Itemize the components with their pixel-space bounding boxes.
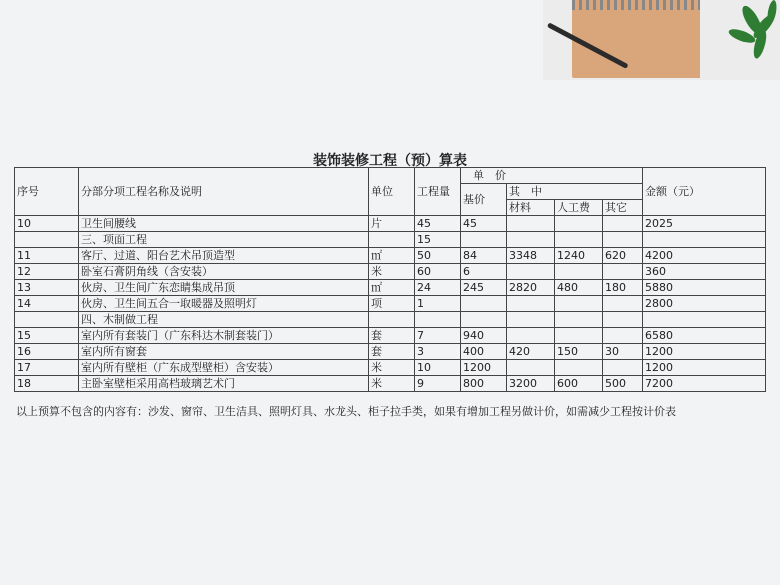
cell-qty [415, 312, 461, 328]
cell-amount: 2800 [643, 296, 766, 312]
cell-name: 四、木制做工程 [79, 312, 369, 328]
footnote: 以上预算不包含的内容有：沙发、窗帘、卫生洁具、照明灯具、水龙头、柜子拉手类，如果有增加工程另做计价，如需减少工程按计价表 [16, 405, 676, 418]
cell-other: 30 [603, 344, 643, 360]
cell-qty: 50 [415, 248, 461, 264]
cell-other [603, 360, 643, 376]
cell-material: 2820 [507, 280, 555, 296]
cell-seq: 13 [15, 280, 79, 296]
cell-material [507, 264, 555, 280]
cell-base: 800 [461, 376, 507, 392]
cell-name: 室内所有套装门（广东科达木制套装门） [79, 328, 369, 344]
cell-amount: 360 [643, 264, 766, 280]
cell-other: 180 [603, 280, 643, 296]
cell-unit: 米 [369, 360, 415, 376]
cell-labor [555, 296, 603, 312]
cell-seq: 14 [15, 296, 79, 312]
cell-material: 420 [507, 344, 555, 360]
header-other: 其它 [603, 200, 643, 216]
cell-name: 客厅、过道、阳台艺术吊顶造型 [79, 248, 369, 264]
cell-material [507, 232, 555, 248]
cell-material [507, 312, 555, 328]
cell-material: 3200 [507, 376, 555, 392]
cell-amount: 5880 [643, 280, 766, 296]
cell-seq: 15 [15, 328, 79, 344]
cell-name: 室内所有壁柜（广东成型壁柜）含安装） [79, 360, 369, 376]
cell-labor: 1240 [555, 248, 603, 264]
cell-other [603, 232, 643, 248]
cell-base [461, 296, 507, 312]
plant-icon [712, 0, 780, 70]
cell-labor [555, 328, 603, 344]
cell-material: 3348 [507, 248, 555, 264]
cell-seq [15, 312, 79, 328]
cell-base: 84 [461, 248, 507, 264]
cell-base: 245 [461, 280, 507, 296]
cell-labor: 480 [555, 280, 603, 296]
cell-labor: 150 [555, 344, 603, 360]
cell-labor [555, 216, 603, 232]
cell-labor: 600 [555, 376, 603, 392]
cell-unit: 片 [369, 216, 415, 232]
cell-material [507, 360, 555, 376]
cell-name: 主卧室壁柜采用高档玻璃艺术门 [79, 376, 369, 392]
cell-name: 伙房、卫生间广东恋睛集成吊顶 [79, 280, 369, 296]
cell-qty: 3 [415, 344, 461, 360]
cell-amount [643, 312, 766, 328]
header-name: 分部分项工程名称及说明 [79, 168, 369, 216]
cell-name: 伙房、卫生间五合一取暖器及照明灯 [79, 296, 369, 312]
cell-other [603, 296, 643, 312]
notebook-image [572, 0, 700, 78]
table-row [15, 280, 766, 296]
cell-material [507, 296, 555, 312]
table-row [15, 264, 766, 280]
estimate-table [14, 167, 766, 392]
cell-seq: 18 [15, 376, 79, 392]
cell-base: 400 [461, 344, 507, 360]
cell-labor [555, 312, 603, 328]
cell-base: 6 [461, 264, 507, 280]
cell-seq: 16 [15, 344, 79, 360]
cell-seq: 11 [15, 248, 79, 264]
header-row-1 [15, 168, 766, 184]
cell-labor [555, 360, 603, 376]
cell-amount: 6580 [643, 328, 766, 344]
header-base-price: 基价 [461, 184, 507, 216]
cell-labor [555, 232, 603, 248]
cell-qty: 45 [415, 216, 461, 232]
cell-unit [369, 312, 415, 328]
table-row [15, 216, 766, 232]
table-row [15, 376, 766, 392]
cell-name: 卧室石膏阴角线（含安装） [79, 264, 369, 280]
cell-amount: 7200 [643, 376, 766, 392]
cell-other [603, 328, 643, 344]
cell-unit: 米 [369, 264, 415, 280]
cell-unit: 项 [369, 296, 415, 312]
header-material: 材料 [507, 200, 555, 216]
header-labor: 人工费 [555, 200, 603, 216]
cell-unit [369, 232, 415, 248]
cell-qty: 7 [415, 328, 461, 344]
cell-other: 620 [603, 248, 643, 264]
cell-name: 室内所有窗套 [79, 344, 369, 360]
cell-unit: 米 [369, 376, 415, 392]
cell-amount: 4200 [643, 248, 766, 264]
cell-qty: 24 [415, 280, 461, 296]
cell-name: 卫生间腰线 [79, 216, 369, 232]
cell-qty: 10 [415, 360, 461, 376]
cell-other [603, 216, 643, 232]
cell-amount: 1200 [643, 344, 766, 360]
cell-labor [555, 264, 603, 280]
cell-base: 45 [461, 216, 507, 232]
cell-amount [643, 232, 766, 248]
header-seq: 序号 [15, 168, 79, 216]
cell-unit: 套 [369, 328, 415, 344]
cell-base: 940 [461, 328, 507, 344]
cell-material [507, 216, 555, 232]
cell-qty: 1 [415, 296, 461, 312]
cell-qty: 9 [415, 376, 461, 392]
page-title: 装饰装修工程（预）算表 [313, 153, 467, 169]
cell-unit: ㎡ [369, 248, 415, 264]
header-unit-price: 单 价 [461, 168, 643, 184]
table-row [15, 232, 766, 248]
cell-seq: 12 [15, 264, 79, 280]
cell-base: 1200 [461, 360, 507, 376]
cell-seq: 17 [15, 360, 79, 376]
cell-qty: 60 [415, 264, 461, 280]
cell-base [461, 312, 507, 328]
table-row [15, 312, 766, 328]
table-row [15, 344, 766, 360]
cell-other: 500 [603, 376, 643, 392]
cell-unit: 套 [369, 344, 415, 360]
header-unit: 单位 [369, 168, 415, 216]
table-row [15, 360, 766, 376]
table-row [15, 296, 766, 312]
cell-name: 三、项面工程 [79, 232, 369, 248]
cell-seq [15, 232, 79, 248]
table-row [15, 248, 766, 264]
header-qty: 工程量 [415, 168, 461, 216]
cell-qty: 15 [415, 232, 461, 248]
header-amount: 金额（元） [643, 168, 766, 216]
cell-other [603, 264, 643, 280]
notebook-spiral [572, 0, 700, 10]
cell-amount: 2025 [643, 216, 766, 232]
header-among: 其 中 [507, 184, 643, 200]
cell-amount: 1200 [643, 360, 766, 376]
cell-other [603, 312, 643, 328]
cell-material [507, 328, 555, 344]
cell-base [461, 232, 507, 248]
table-row [15, 328, 766, 344]
cell-unit: ㎡ [369, 280, 415, 296]
cell-seq: 10 [15, 216, 79, 232]
